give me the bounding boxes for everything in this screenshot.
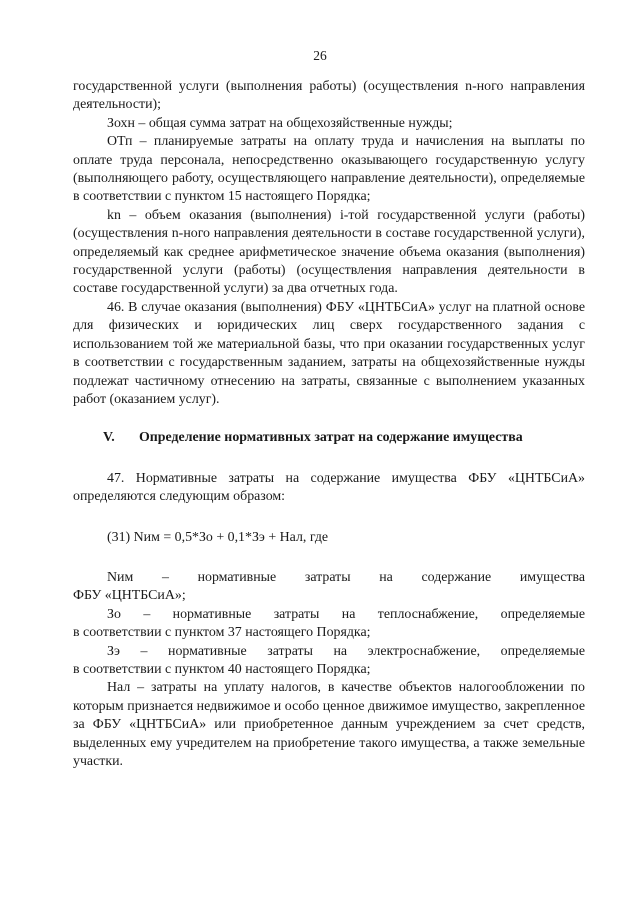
word: нормативные [197, 569, 277, 585]
paragraph: государственной услуги (выполнения работы) (осуществления n-ного направления деятельности); [73, 79, 585, 113]
word: затраты [273, 606, 320, 622]
word: на [333, 643, 348, 659]
section-heading [73, 429, 585, 447]
word: Зэ [107, 643, 120, 659]
word: затраты [267, 643, 313, 659]
word: определяемые [500, 606, 585, 622]
paragraph-46: 46. В случае оказания (выполнения) ФБУ «ЦНТБСиА» услуг на платной основе для физических и юридических лиц сверх государственного задания с использованием той же материальной базы, что при оказании государственных услуг в соответствии с государственным заданием, затраты на общехозяйственные нужды подлежат частичному отнесению на затраты, связанные с выполнением указанных работ (оказанием услуг). [73, 299, 585, 407]
definition-ze-cont: в соответствии с пунктом 40 настоящего Порядка; [73, 661, 371, 677]
definition-nal: Нал – затраты на уплату налогов, в качестве объектов налогообложении по которым признается недвижимое и особо ценное движимое имущество, закрепленное за ФБУ «ЦНТБСиА» или приобретенное данным учреждением за счет средств, выделенных ему учредителем на приобретение такого имущества, а также земельные участки. [73, 680, 585, 769]
word: на [341, 606, 356, 622]
word: Зо [107, 606, 121, 622]
word: затраты [304, 569, 351, 585]
word: электроснабжение, [367, 643, 481, 659]
paragraph-47: 47. Нормативные затраты на содержание имущества ФБУ «ЦНТБСиА» определяются следующим образом: [73, 470, 585, 505]
word: теплоснабжение, [377, 606, 479, 622]
definition-nim-cont: ФБУ «ЦНТБСиА»; [73, 588, 186, 604]
definition-ze-line [73, 643, 585, 661]
definition-zo-cont: в соответствии с пунктом 37 настоящего Порядка; [73, 625, 371, 641]
word: содержание [421, 569, 492, 585]
word: – [161, 569, 169, 585]
document-body [73, 78, 585, 771]
word: Nим [107, 569, 134, 585]
formula: (31) Nим = 0,5*Зо + 0,1*Зэ + Нал, где [107, 529, 329, 545]
section-number: V. [103, 430, 115, 446]
definition-nim-line [73, 569, 585, 587]
definition-zo-line [73, 606, 585, 624]
word: нормативные [172, 606, 252, 622]
section-title: Определение нормативных затрат на содержание имущества [139, 430, 523, 446]
paragraph: Зохн – общая сумма затрат на общехозяйственные нужды; [107, 115, 453, 131]
word: определяемые [500, 643, 585, 659]
word: – [140, 643, 148, 659]
word: – [143, 606, 151, 622]
word: нормативные [168, 643, 247, 659]
paragraph: ОТп – планируемые затраты на оплату труда и начисления на выплаты по оплате труда персонала, непосредственно оказывающего государственную услугу (выполняющего работу, осуществляющего направление деятельности), определяемые в соответствии с пунктом 15 настоящего Порядка; [73, 134, 585, 205]
page-number: 26 [313, 48, 327, 63]
word: имущества [519, 569, 585, 585]
paragraph: kn – объем оказания (выполнения) i-той государственной услуги (работы) (осуществления n-ного направления деятельности в составе государственной услуги), определяемый как среднее арифметическое значение объема оказания (выполнения) государственной услуги (работы) (осуществления направления деятельности в составе государственной услуги) за два отчетных года. [73, 207, 585, 297]
definitions [73, 569, 585, 771]
word: на [379, 569, 393, 585]
